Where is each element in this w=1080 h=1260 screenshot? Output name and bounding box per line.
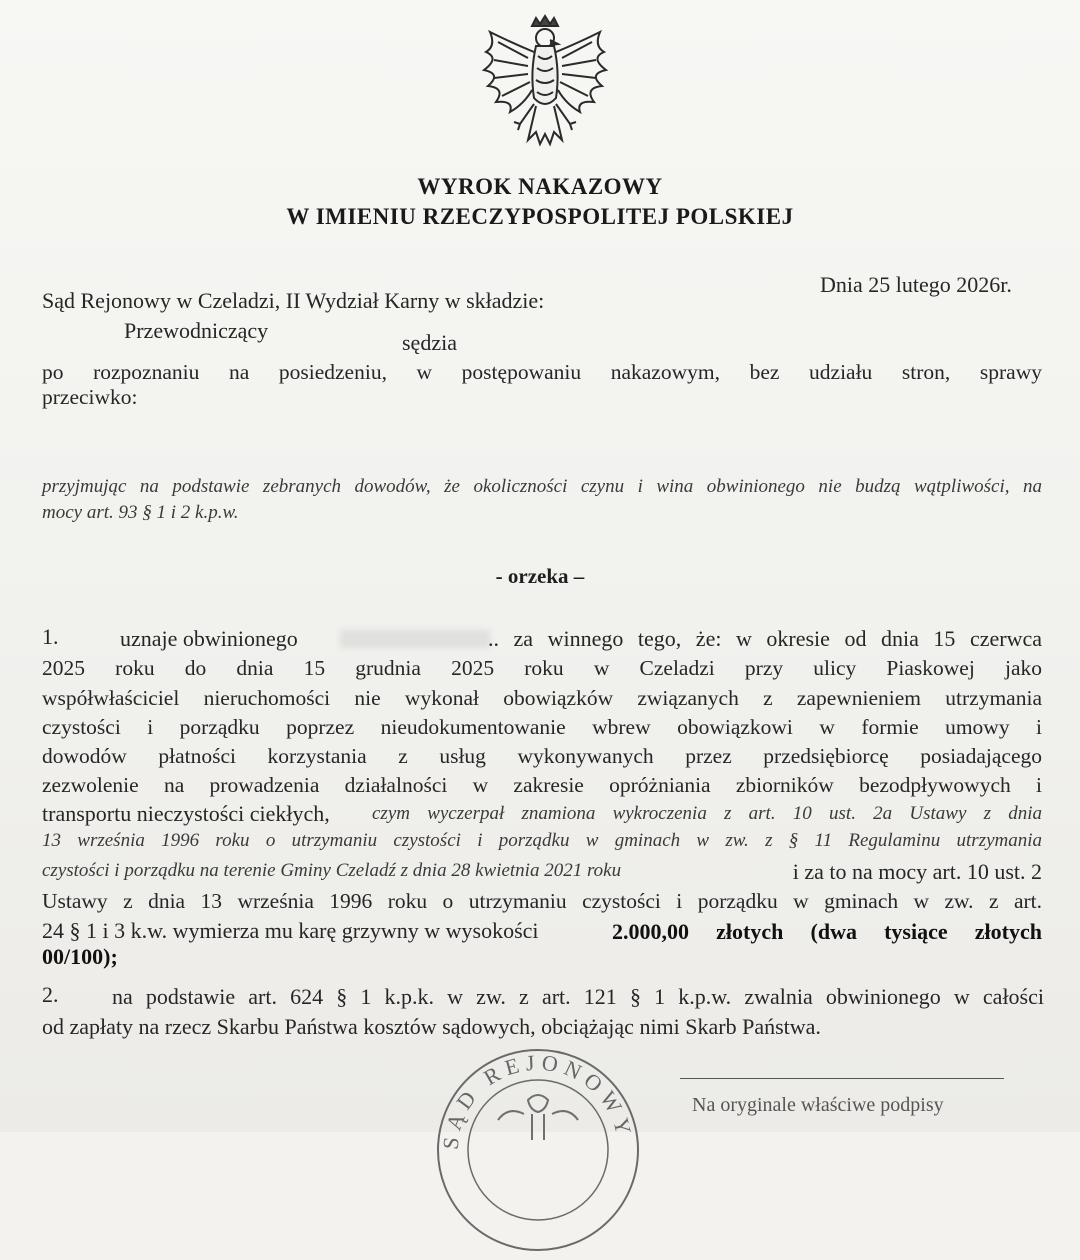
redacted-name [340, 630, 490, 648]
finding-line-cont: mocy art. 93 § 1 i 2 k.p.w. [42, 502, 239, 523]
verdict-heading: - orzeka – [495, 564, 585, 588]
stamp-text: SĄD REJONOWY [437, 1049, 638, 1151]
signature-line [680, 1078, 1004, 1079]
item-2-number: 2. [42, 982, 59, 1007]
item-2-line-1: na podstawie art. 624 § 1 k.p.k. w zw. z art. 121 § 1 k.p.w. zwalnia obwinionego w całości [112, 984, 1044, 1009]
penalty-amount-cont: 00/100); [42, 944, 118, 969]
item-1-line-2: 2025 roku do dnia 15 grudnia 2025 roku w Czeladzi przy ulicy Piaskowej jako [42, 656, 1042, 680]
penalty-amount: 2.000,00 złotych (dwa tysiące złotych [612, 919, 1042, 944]
court-name: Sąd Rejonowy w Czeladzi, II Wydział Karny w składzie: [42, 288, 545, 313]
item-1-line-5: dowodów płatności korzystania z usług wykonywanych przez przedsiębiorcę posiadającego [42, 744, 1042, 768]
item-2-line-2: od zapłaty na rzecz Skarbu Państwa kosztów sądowych, obciążając nimi Skarb Państwa. [42, 1014, 821, 1039]
finding-line: przyjmując na podstawie zebranych dowodów, że okoliczności czynu i wina obwinionego nie budzą wątpliwości, na [42, 476, 1042, 497]
item-1-line-1b: .. za winnego tego, że: w okresie od dnia 15 czerwca [488, 626, 1042, 651]
item-1-line-7a: transportu nieczystości ciekłych, [42, 801, 330, 826]
document-date: Dnia 25 lutego 2026r. [820, 272, 1012, 297]
polish-eagle-emblem-icon [470, 12, 620, 162]
document-subtitle: W IMIENIU RZECZYPOSPOLITEJ POLSKIEJ [286, 204, 794, 229]
item-1-line-10: Ustawy z dnia 13 września 1996 roku o utrzymaniu czystości i porządku w gminach w zw. z art. [42, 889, 1042, 913]
procedure-line-cont: przeciwko: [42, 385, 138, 409]
procedure-line: po rozpoznaniu na posiedzeniu, w postępowaniu nakazowym, bez udziału stron, sprawy [42, 360, 1042, 384]
court-seal-stamp [428, 1040, 648, 1260]
item-1-line-4: czystości i porządku poprzez nieudokumentowanie wbrew obowiązkowi w formie umowy i [42, 715, 1042, 739]
judge-label: sędzia [402, 330, 457, 355]
item-1-line-6: zezwolenie na prowadzenia działalności w zakresie opróżniania zbiorników bezodpływowych i [42, 773, 1042, 797]
signature-note: Na oryginale właściwe podpisy [692, 1094, 944, 1116]
item-1-line-1a: uznaje obwinionego [120, 626, 298, 651]
document-title: WYROK NAKAZOWY [417, 174, 663, 199]
item-1-line-3: współwłaściciel nieruchomości nie wykonał obowiązków związanych z zapewnieniem utrzymania [42, 686, 1042, 710]
item-1-line-7b: czym wyczerpał znamiona wykroczenia z art. 10 ust. 2a Ustawy z dnia [372, 803, 1042, 824]
item-1-line-8: 13 września 1996 roku o utrzymaniu czystości i porządku w gminach w zw. z § 11 Regulaminu utrzymania [42, 830, 1042, 851]
item-1-line-9b: i za to na mocy art. 10 ust. 2 [792, 859, 1042, 884]
item-1-line-9a: czystości i porządku na terenie Gminy Czeladź z dnia 28 kwietnia 2021 roku [42, 860, 622, 881]
item-1-number: 1. [42, 624, 59, 649]
item-1-line-11a: 24 § 1 i 3 k.w. wymierza mu karę grzywny w wysokości [42, 918, 539, 943]
chair-label: Przewodniczący [124, 318, 269, 343]
svg-text:SĄD REJONOWY [438, 1050, 638, 1151]
